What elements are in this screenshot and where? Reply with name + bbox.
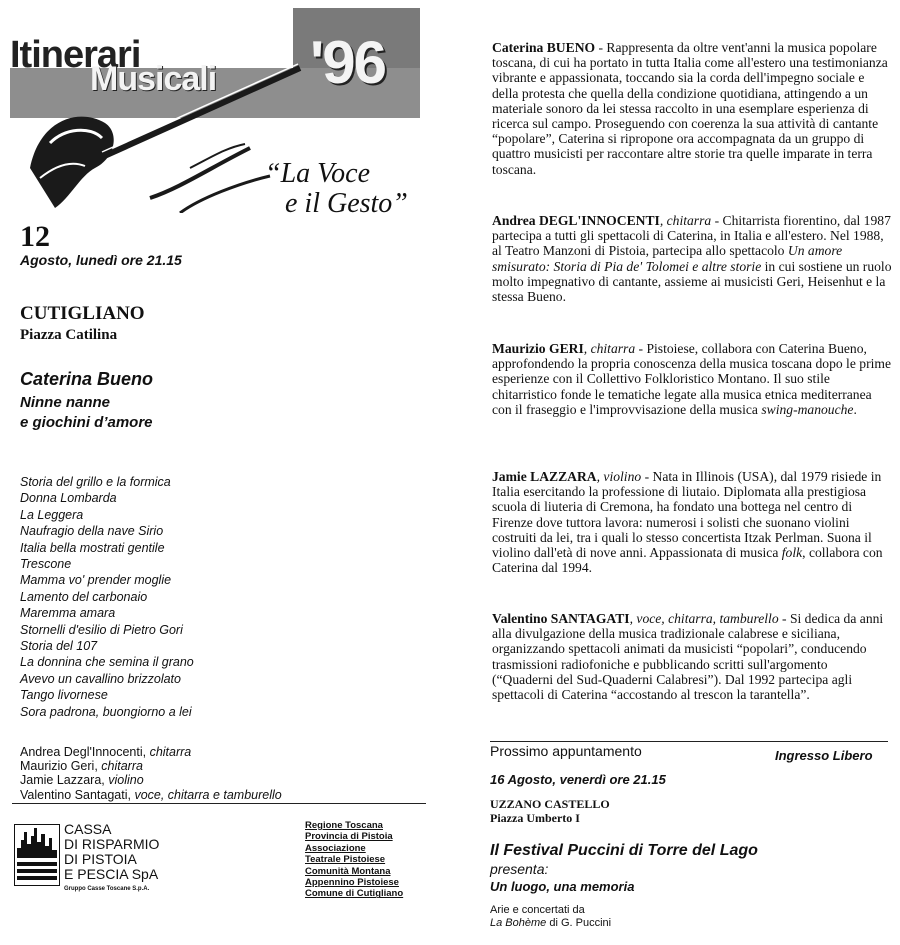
logo-title-line-1: Itinerari — [10, 34, 141, 76]
event-square: Piazza Catilina — [20, 327, 118, 343]
song-item: Donna Lombarda — [20, 491, 117, 506]
song-item: Stornelli d'esilio di Pietro Gori — [20, 622, 183, 637]
next-event-city: UZZANO CASTELLO — [490, 797, 610, 811]
patron-item: Comune di Cutigliano — [305, 888, 404, 900]
song-item: Avevo un cavallino brizzolato — [20, 671, 181, 686]
right-divider — [490, 741, 888, 742]
bank-skyline-icon — [14, 824, 60, 886]
patron-item: Associazione — [305, 842, 366, 854]
patron-item: Teatrale Pistoiese — [305, 854, 386, 866]
song-item: La Leggera — [20, 507, 84, 522]
logo-year: '96 — [310, 29, 386, 96]
bank-group: Gruppo Casse Toscane S.p.A. — [64, 886, 150, 892]
patron-item: Appennino Pistoiese — [305, 877, 399, 889]
bank-name: CASSA DI RISPARMIO DI PISTOIA E PESCIA SpA — [64, 821, 160, 882]
patron-item: Regione Toscana — [305, 820, 383, 831]
performer-item: Maurizio Geri, chitarra — [20, 759, 143, 774]
performer-item: Valentino Santagati, voce, chitarra e tamburello — [20, 787, 282, 802]
bio-andrea-deglinnocenti: Andrea DEGL'INNOCENTI, chitarra - Chitarrista fiorentino, dal 1987 partecipa a tutti gli spettacoli di Caterina, in Italia e all'estero. Nel 1988, al Teatro Manzoni di Pistoia, partecipa allo spettacolo Un amore smisurato: Storia di Pia de' Tolomei e altre storie in cui sostiene un ruolo molto impegnativo di cantante, assieme ai musicisti Geri, Heisenhut e la stessa Bueno. — [492, 213, 892, 305]
left-divider — [12, 803, 426, 804]
song-item: Trescone — [20, 557, 72, 572]
song-list — [20, 474, 194, 720]
bio-maurizio-geri: Maurizio GERI, chitarra - Pistoiese, collabora con Caterina Bueno, approfondendo la propria conoscenza della musica toscana dopo le prime esperienze con il Collettivo Folkloristico Montano. Il suo stile chitarristico fonde le tematiche legate alla musica etnica mediterranea con il fraseggio e l'improvvisazione della musica swing-manouche. — [492, 341, 891, 417]
next-event-presents: presenta: — [490, 861, 549, 877]
song-item: Storia del 107 — [20, 639, 98, 654]
next-event-arie: Arie e concertati da — [490, 904, 585, 916]
event-date-time: Agosto, lunedì ore 21.15 — [20, 252, 182, 268]
free-entry-label: Ingresso Libero — [775, 748, 873, 763]
event-city: CUTIGLIANO — [20, 303, 145, 324]
bio-valentino-santagati: Valentino SANTAGATI, voce, chitarra, tamburello - Si dedica da anni alla divulgazione della musica tradizionale calabrese e siciliana, organizzando spettacoli animati da musicisti “popolari”, conducendo trasmissioni radiofoniche e pubblicando scritti sull'argomento (“Quaderni del Sud-Quaderni Calabresi”). Dal 1992 partecipa agli spettacoli di Caterina “accostando al trescon la tarantella”. — [492, 611, 884, 703]
next-event-date: 16 Agosto, venerdì ore 21.15 — [490, 772, 666, 787]
event-title-line-1: Ninne nanne — [20, 394, 111, 411]
next-event-show: Un luogo, una memoria — [490, 879, 635, 894]
bio-caterina-bueno: Caterina BUENO - Rappresenta da oltre vent'anni la musica popolare toscana, di cui ha portato in tutta Italia come all'estero una testimonianza vibrante e appassionata, toccando sia la corda dell'impegno sociale e della protesta che quella della condizione quotidiana, attingendo a un materiale sonoro da lei stessa raccolto in una esemplare esperienza di ricerca sul campo. Proseguendo con coerenza la sua attività di cantante “popolare”, Caterina si ripropone ora accompagnata da un gruppo di quattro musicisti per raccontare altre storie tra quelle imparate in terra toscana. — [492, 40, 888, 177]
logo-subtitle-line-2: e il Gesto” — [285, 188, 408, 219]
bio-jamie-lazzara: Jamie LAZZARA, violino - Nata in Illinois (USA), dal 1979 risiede in Italia esercitando la professione di liutaio. Diplomata alla prestigiosa scuola di liuteria di Cremona, ha fondato una bottega nel centro di Firenze dove tuttora lavora: numerosi i solisti che suonano violini costruiti da lei, tra i quali lo stesso concertista Itzak Perlman. Suona il violino dall'età di nove anni. Appassionata di musica folk, collabora con Caterina dal 1994. — [492, 469, 883, 576]
next-event-label: Prossimo appuntamento — [490, 743, 642, 759]
song-item: Sora padrona, buongiorno a lei — [20, 704, 192, 719]
song-item: Naufragio della nave Sirio — [20, 524, 164, 539]
next-event-square: Piazza Umberto I — [490, 811, 580, 825]
performer-list — [20, 745, 282, 802]
patron-item: Comunità Montana — [305, 865, 391, 877]
event-day: 12 — [20, 220, 50, 253]
next-event-festival: Il Festival Puccini di Torre del Lago — [490, 842, 758, 859]
song-item: Italia bella mostrati gentile — [20, 540, 165, 555]
festival-logo — [10, 8, 420, 219]
next-event-boheme: La Bohème di G. Puccini — [490, 917, 612, 929]
song-item: Tango livornese — [20, 688, 108, 703]
event-artist: Caterina Bueno — [20, 369, 154, 389]
song-item: Storia del grillo e la formica — [20, 475, 171, 489]
patron-item: Provincia di Pistoia — [305, 831, 393, 843]
song-item: Mamma vo' prender moglie — [20, 573, 172, 588]
song-item: Lamento del carbonaio — [20, 589, 148, 604]
patron-list — [305, 820, 403, 900]
performer-item: Andrea Degl'Innocenti, chitarra — [20, 745, 192, 759]
performer-item: Jamie Lazzara, violino — [20, 773, 144, 788]
event-title-line-2: e giochini d’amore — [20, 414, 153, 431]
logo-subtitle-line-1: “La Voce — [265, 158, 370, 189]
logo-title-line-2: Musicali — [90, 60, 217, 98]
song-item: La donnina che semina il grano — [20, 655, 194, 670]
song-item: Maremma amara — [20, 606, 116, 621]
